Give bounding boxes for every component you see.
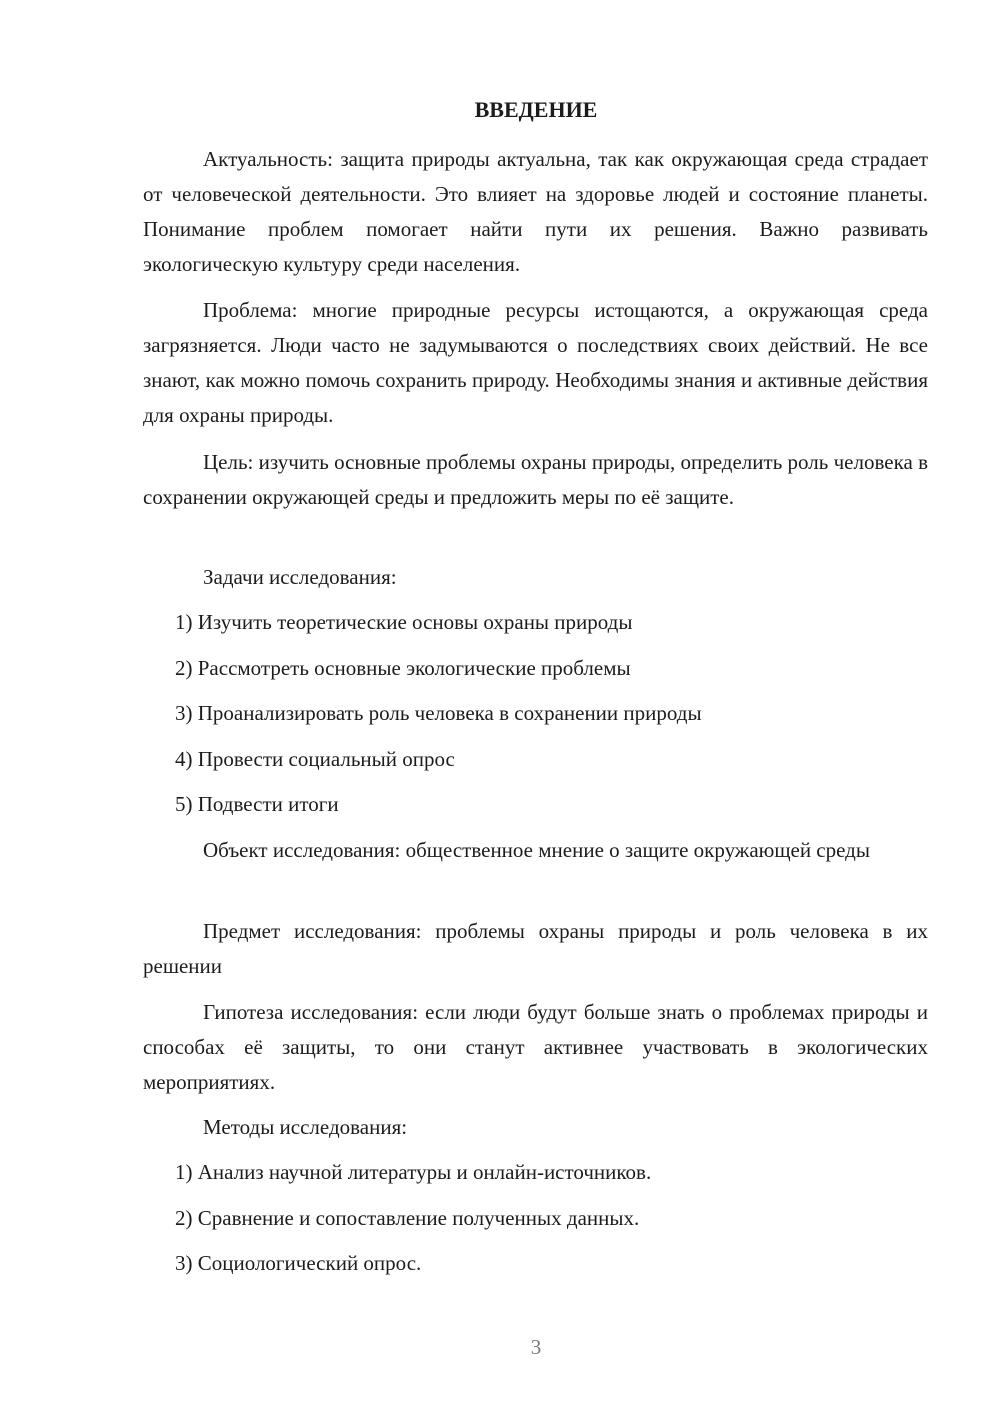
object-paragraph: Объект исследования: общественное мнение о защите окружающей среды <box>203 838 870 862</box>
hypothesis-paragraph: Гипотеза исследования: если люди будут больше знать о проблемах природы и способах её защиты, то они станут активнее участвовать в экологических мероприятиях. <box>143 1000 928 1094</box>
subject-paragraph: Предмет исследования: проблемы охраны природы и роль человека в их решении <box>143 919 928 978</box>
method-item: 2) Сравнение и сопоставление полученных данных. <box>175 1206 640 1230</box>
methods-heading: Методы исследования: <box>203 1115 408 1139</box>
method-item: 1) Анализ научной литературы и онлайн-источников. <box>175 1160 652 1184</box>
goal-paragraph: Цель: изучить основные проблемы охраны природы, определить роль человека в сохранении окружающей среды и предложить меры по её защите. <box>143 450 928 509</box>
page-title: ВВЕДЕНИЕ <box>474 97 598 122</box>
task-item: 1) Изучить теоретические основы охраны природы <box>175 610 633 634</box>
method-item: 3) Социологический опрос. <box>175 1251 422 1275</box>
task-item: 3) Проанализировать роль человека в сохранении природы <box>175 701 702 725</box>
task-item: 4) Провести социальный опрос <box>175 747 455 771</box>
task-item: 5) Подвести итоги <box>175 792 339 816</box>
relevance-paragraph: Актуальность: защита природы актуальна, так как окружающая среда страдает от человеческой деятельности. Это влияет на здоровье людей и состояние планеты. Понимание проблем помогает найти пути их решения. Важно развивать экологическую культуру среди населения. <box>143 147 928 276</box>
task-item: 2) Рассмотреть основные экологические проблемы <box>175 656 631 680</box>
problem-paragraph: Проблема: многие природные ресурсы истощаются, а окружающая среда загрязняется. Люди часто не задумываются о последствиях своих действий. Не все знают, как можно помочь сохранить природу. Необходимы знания и активные действия для охраны природы. <box>143 298 928 427</box>
tasks-heading: Задачи исследования: <box>203 565 397 589</box>
page-number: 3 <box>530 1335 542 1359</box>
